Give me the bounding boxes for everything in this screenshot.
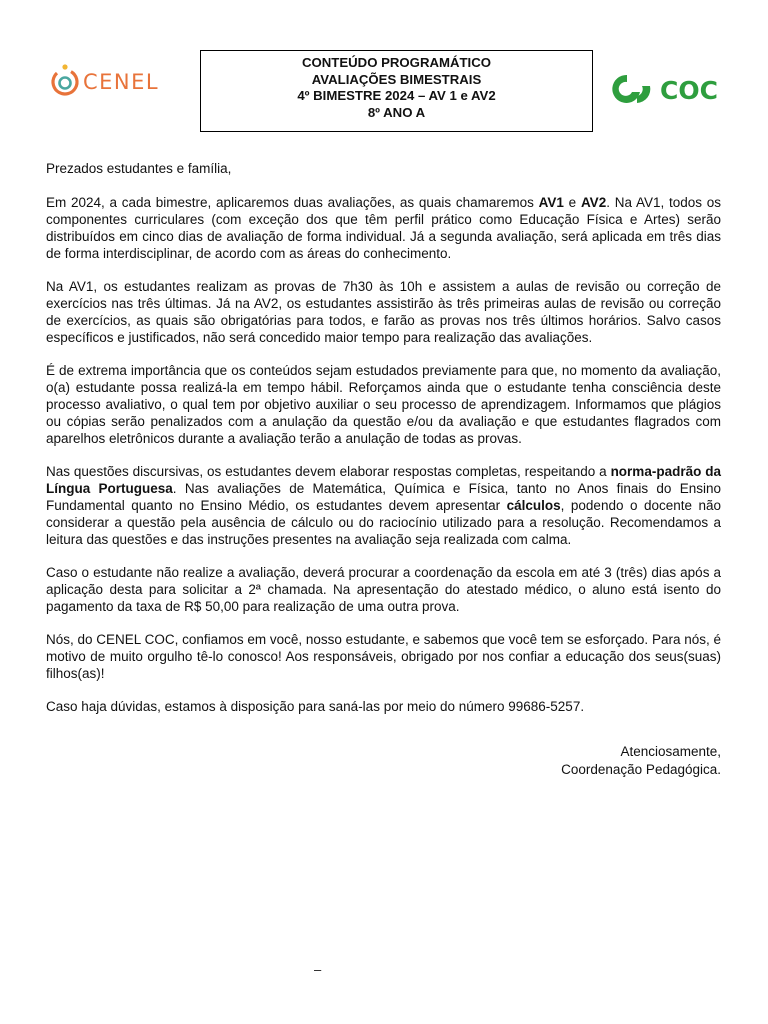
paragraph-schedule: Na AV1, os estudantes realizam as provas de 7h30 às 10h e assistem a aulas de revisão ou correção de exercícios nas três últimas. Já na AV2, os estudantes assistirão às três primeiras aulas de revisão ou correção de exercícios, as quais são obrigatórias para todos, e farão as provas nos três últimos horários. Salvo casos específicos e justificados, não será concedido maior tempo para realização das avaliações. [46,279,721,345]
signature-block [561,743,721,779]
bold-av1: AV1 [538,195,564,210]
paragraph-second-call: Caso o estudante não realize a avaliação, deverá procurar a coordenação da escola em até 3 (três) dias após a aplicação desta para solicitar a 2ª chamada. Na apresentação do atestado médico, o aluno está isento do pagamento da taxa de R$ 50,00 para realização de uma outra prova. [46,565,721,614]
signature: Coordenação Pedagógica. [561,762,721,777]
cenel-logo-text: CENEL [83,70,160,94]
bold-av2: AV2 [580,195,607,210]
paragraph-evaluations: Em 2024, a cada bimestre, aplicaremos duas avaliações, as quais chamaremos AV1 e AV2. Na AV1, todos os componentes curriculares (com exceção dos que têm perfil prático como Educação Física e Artes) serão distribuídos em cinco dias de avaliação de forma individual. Já a segunda avaliação, será aplicada em três dias de forma interdisciplinar, de acordo com as áreas do conhecimento. [46,195,721,261]
title-line: AVALIAÇÕES BIMESTRAIS [311,71,482,87]
paragraph-trust: Nós, do CENEL COC, confiamos em você, nosso estudante, e sabemos que você tem se esforçado. Para nós, é motivo de muito orgulho tê-lo conosco! Aos responsáveis, obrigado por nos confiar a educação dos seus(suas) filhos(as)! [46,632,721,681]
coc-logo-text: COC [660,76,718,105]
title-line: 8º ANO A [367,104,426,120]
coc-logo [610,72,722,106]
letter-body [46,160,721,731]
cenel-logo [50,62,190,102]
closing: Atenciosamente, [620,744,721,759]
bold-norma-padrao: norma-padrão da Língua Portuguesa [46,464,721,496]
bold-calculos: cálculos [506,498,561,513]
title-line: 4º BIMESTRE 2024 – AV 1 e AV2 [297,88,496,103]
title-box [200,50,593,132]
footer-mark: – [314,962,322,977]
paragraph-contact: Caso haja dúvidas, estamos à disposição para saná-las por meio do número 99686-5257. [46,699,585,714]
title-line: CONTEÚDO PROGRAMÁTICO [301,55,492,70]
paragraph-importance: É de extrema importância que os conteúdos sejam estudados previamente para que, no momento da avaliação, o(a) estudante possa realizá-la em tempo hábil. Reforçamos ainda que o estudante tenha consciência deste processo avaliativo, o qual tem por objetivo auxiliar o seu processo de aprendizagem. Informamos que plágios ou cópias serão penalizados com a anulação da questão e/ou da avaliação e que estudantes flagrados com aparelhos eletrônicos durante a avaliação terão a anulação de todas as provas. [46,363,721,446]
salutation: Prezados estudantes e família, [46,161,232,176]
paragraph-discursive: Nas questões discursivas, os estudantes devem elaborar respostas completas, respeitando a norma-padrão da Língua Portuguesa. Nas avaliações de Matemática, Química e Física, tanto no Anos finais do Ensino Fundamental quanto no Ensino Médio, os estudantes devem apresentar cálculos, podendo o docente não considerar a questão pela ausência de cálculo ou do raciocínio utilizado para a resolução. Recomendamos a leitura das questões e das instruções presentes na avaliação seja realizada com calma. [46,464,721,547]
